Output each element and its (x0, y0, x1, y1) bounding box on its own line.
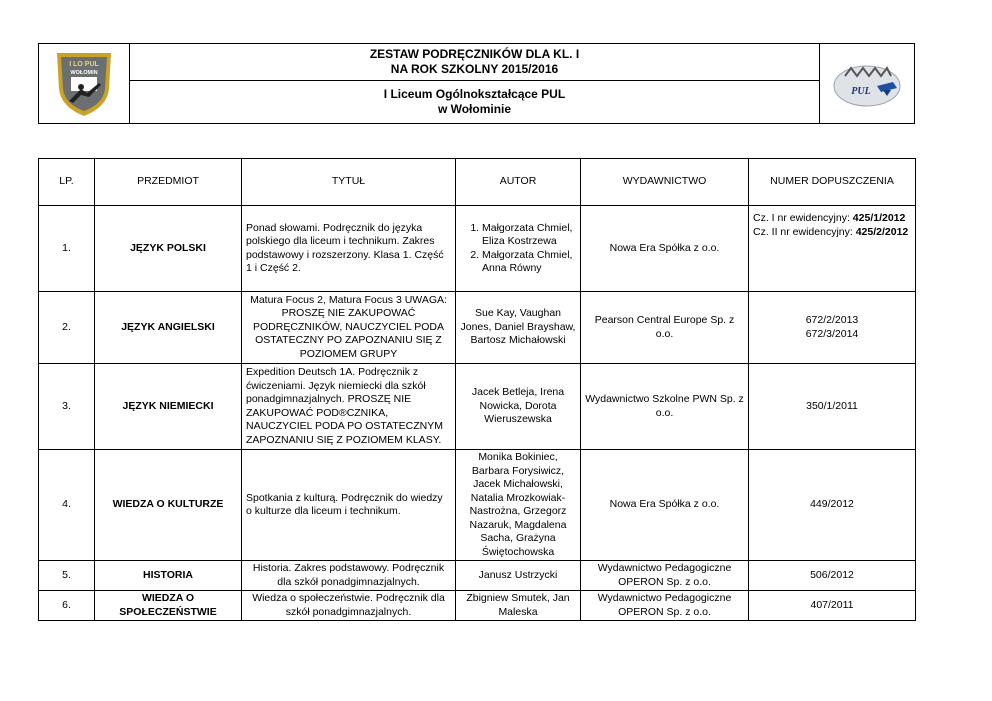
table-header-row (39, 159, 916, 206)
table-row (39, 206, 916, 292)
publisher-cell: Nowa Era Spółka z o.o. (581, 206, 749, 292)
column-header-approval: NUMER DOPUSZCZENIA (749, 159, 916, 206)
author-cell: Sue Kay, Vaughan Jones, Daniel Brayshaw, Bartosz Michałowski (456, 292, 581, 364)
approval-cell: 407/2011 (749, 591, 916, 621)
approval-cell: 449/2012 (749, 450, 916, 561)
author-cell: Jacek Betleja, Irena Nowicka, Dorota Wieruszewska (456, 364, 581, 450)
table-row (39, 591, 916, 621)
school-city: w Wołominie (437, 102, 512, 116)
title-cell: Ponad słowami. Podręcznik do języka polskiego dla liceum i technikum. Zakres podstawowy i rozszerzony. Klasa 1. Część 1 i Część 2. (242, 206, 456, 292)
column-header-publisher: WYDAWNICTWO (581, 159, 749, 206)
column-header-author: AUTOR (456, 159, 581, 206)
header-title-block (129, 44, 820, 123)
row-number: 1. (39, 206, 95, 292)
row-number: 2. (39, 292, 95, 364)
header-title-line-2: NA ROK SZKOLNY 2015/2016 (390, 62, 559, 76)
school-name: I Liceum Ogólnokształcące PUL (383, 87, 566, 101)
subject-cell: HISTORIA (95, 561, 242, 591)
title-cell: Wiedza o społeczeństwie. Podręcznik dla szkół ponadgimnazjalnych. (242, 591, 456, 621)
publisher-cell: Nowa Era Spółka z o.o. (581, 450, 749, 561)
pul-logo (831, 60, 903, 108)
list-item: 2. Małgorzata Chmiel, Anna Równy (482, 249, 576, 276)
column-header-lp: LP. (39, 159, 95, 206)
school-crest-logo (51, 49, 117, 119)
publisher-cell: Wydawnictwo Pedagogiczne OPERON Sp. z o.o. (581, 591, 749, 621)
subject-cell: JĘZYK POLSKI (95, 206, 242, 292)
approval-cell: Cz. I nr ewidencyjny: 425/1/2012 Cz. II nr ewidencyjny: 425/2/2012 (749, 206, 916, 292)
author-cell (456, 206, 581, 292)
approval-cell: 672/2/2013 672/3/2014 (749, 292, 916, 364)
author-cell: Janusz Ustrzycki (456, 561, 581, 591)
title-cell: Historia. Zakres podstawowy. Podręcznik dla szkół ponadgimnazjalnych. (242, 561, 456, 591)
publisher-cell: Wydawnictwo Szkolne PWN Sp. z o.o. (581, 364, 749, 450)
author-cell: Zbigniew Smutek, Jan Maleska (456, 591, 581, 621)
subject-cell: JĘZYK ANGIELSKI (95, 292, 242, 364)
column-header-title: TYTUŁ (242, 159, 456, 206)
left-logo-cell (39, 44, 130, 123)
textbook-table (38, 158, 916, 621)
subject-cell: JĘZYK NIEMIECKI (95, 364, 242, 450)
table-row (39, 561, 916, 591)
svg-text:WOŁOMIN: WOŁOMIN (70, 69, 98, 76)
subject-cell: WIEDZA O KULTURZE (95, 450, 242, 561)
subject-cell: WIEDZA O SPOŁECZEŃSTWIE (95, 591, 242, 621)
author-list (460, 222, 576, 276)
header-title-line-1: ZESTAW PODRĘCZNIKÓW DLA KL. I (369, 47, 580, 61)
row-number: 6. (39, 591, 95, 621)
title-cell: Expedition Deutsch 1A. Podręcznik z ćwiczeniami. Język niemiecki dla szkół ponadgimnazjalnych. PROSZĘ NIE ZAKUPOWAĆ POD®CZNIKA, NAUCZYCIEL PODA PO OSTATECZNYM ZAPOZNANIU SIĘ Z POZIOMEM KLASY. (242, 364, 456, 450)
row-number: 4. (39, 450, 95, 561)
list-item: 1. Małgorzata Chmiel, Eliza Kostrzewa (482, 222, 576, 249)
author-cell: Monika Bokiniec, Barbara Forysiwicz, Jacek Michałowski, Natalia Mrozkowiak-Nastrożna, Grzegorz Nazaruk, Magdalena Sacha, Grażyna Świętochowska (456, 450, 581, 561)
table-row (39, 292, 916, 364)
row-number: 3. (39, 364, 95, 450)
title-cell: Spotkania z kulturą. Podręcznik do wiedzy o kulturze dla liceum i technikum. (242, 450, 456, 561)
approval-cell: 506/2012 (749, 561, 916, 591)
column-header-subject: PRZEDMIOT (95, 159, 242, 206)
table-row (39, 450, 916, 561)
table-row (39, 364, 916, 450)
svg-text:I LO PUL: I LO PUL (69, 60, 99, 68)
publisher-cell: Wydawnictwo Pedagogiczne OPERON Sp. z o.o. (581, 561, 749, 591)
publisher-cell: Pearson Central Europe Sp. z o.o. (581, 292, 749, 364)
title-cell: Matura Focus 2, Matura Focus 3 UWAGA: PROSZĘ NIE ZAKUPOWAĆ PODRĘCZNIKÓW, NAUCZYCIEL PODA OSTATECZNY PO ZAPOZNANIU SIĘ Z POZIOMEM GRUPY (242, 292, 456, 364)
svg-text:PUL: PUL (851, 85, 871, 97)
document-header (38, 43, 915, 124)
approval-cell: 350/1/2011 (749, 364, 916, 450)
row-number: 5. (39, 561, 95, 591)
right-logo-cell (819, 44, 914, 123)
